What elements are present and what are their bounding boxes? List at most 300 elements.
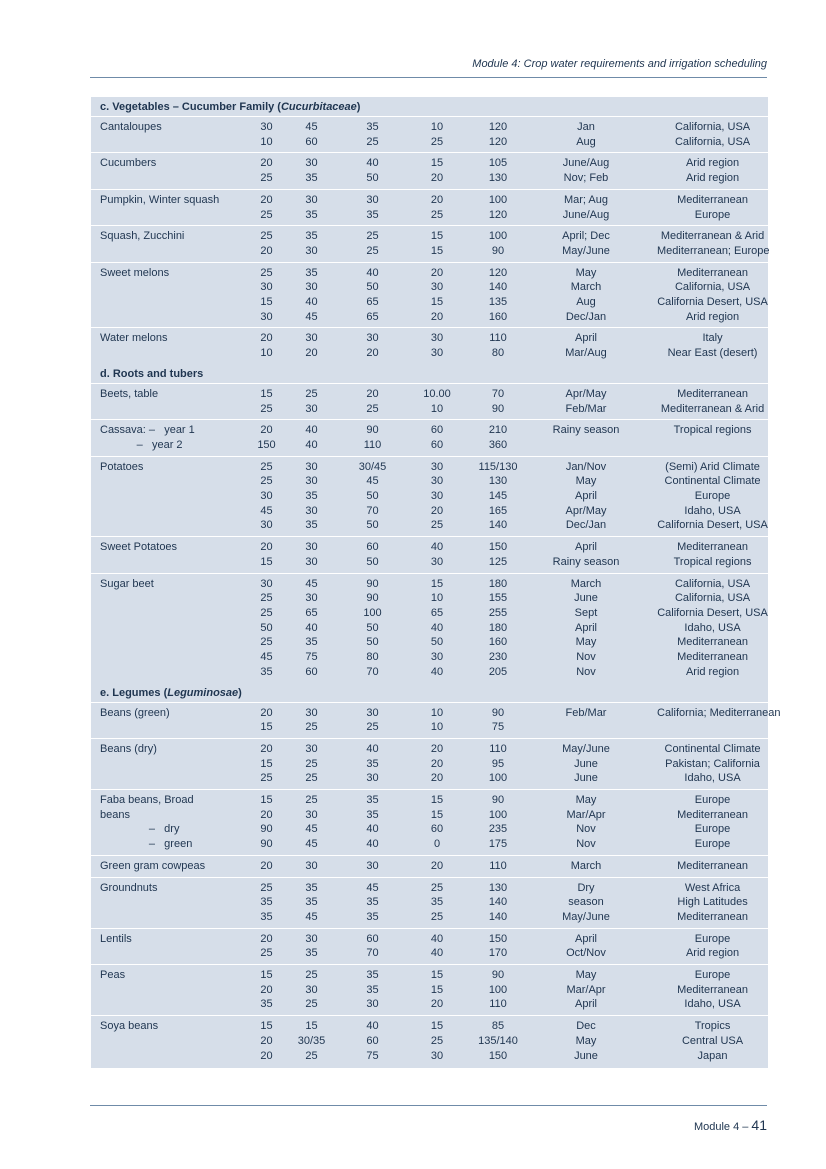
stage-initial-value: 25 xyxy=(260,266,273,279)
stage-initial-value: 10 xyxy=(260,347,273,360)
plant-date-value: June/Aug xyxy=(562,157,610,170)
stage-mid-value: 40 xyxy=(366,838,379,851)
stage-initial-value: 50 xyxy=(260,621,273,634)
stage-initial-value: 20 xyxy=(260,332,273,345)
region-value: Mediterranean xyxy=(677,808,748,821)
stage-mid-value: 70 xyxy=(366,665,379,678)
stage-late-value: 25 xyxy=(430,910,444,923)
total-days-value: 230 xyxy=(488,651,508,664)
stage-late-value: 50 xyxy=(430,636,444,649)
stage-late xyxy=(401,383,473,419)
plant-date-value: Mar/Apr xyxy=(566,808,606,821)
crop-name-line: Beets, table xyxy=(100,387,159,400)
plant-date-value: April xyxy=(574,998,597,1011)
total-days-value: 180 xyxy=(488,577,508,590)
header-divider xyxy=(90,77,767,78)
region xyxy=(649,328,768,364)
plant-date-value: April xyxy=(574,332,597,345)
stage-initial xyxy=(234,877,279,928)
stage-initial-value: 35 xyxy=(260,998,273,1011)
stage-late-value: 30 xyxy=(430,475,444,488)
crop-stage-table-panel xyxy=(91,97,781,1068)
stage-late-value: 10 xyxy=(430,592,444,605)
total-days-value: 90 xyxy=(491,706,505,719)
plant-date-value xyxy=(523,438,649,453)
stage-initial-value: 20 xyxy=(260,244,273,257)
crop-name-line: – dry xyxy=(100,823,180,836)
plant-date-value: Nov; Feb xyxy=(563,172,609,185)
total-days-value: 120 xyxy=(488,208,508,221)
table-row xyxy=(91,537,768,573)
crop-group xyxy=(91,877,768,928)
total-days-value: 90 xyxy=(491,794,505,807)
total-days-value: 100 xyxy=(488,772,508,785)
crop-name xyxy=(91,189,234,225)
plant-date-value: April xyxy=(574,932,597,945)
stage-mid xyxy=(344,262,401,328)
plant-date-value: Dec/Jan xyxy=(565,310,607,323)
plant-date-value: June xyxy=(574,592,598,605)
total-days-value: 115/130 xyxy=(478,460,518,473)
stage-development-value: 30 xyxy=(305,742,318,755)
plant-date xyxy=(523,573,649,682)
table-row xyxy=(91,855,768,877)
stage-initial xyxy=(234,573,279,682)
region xyxy=(649,965,768,1016)
total-days-value: 120 xyxy=(488,121,508,133)
crop-name xyxy=(91,965,234,1016)
plant-date-value: May xyxy=(575,1034,597,1047)
plant-date xyxy=(523,855,649,877)
region-value: Mediterranean xyxy=(677,983,748,996)
section-title xyxy=(91,97,768,117)
plant-date-value: June xyxy=(574,772,598,785)
crop-name xyxy=(91,537,234,573)
stage-initial-value: 20 xyxy=(260,983,273,996)
stage-mid-value: 110 xyxy=(363,438,382,451)
page-footer xyxy=(694,1117,767,1133)
stage-initial-value: 20 xyxy=(260,932,273,945)
total-days-value: 110 xyxy=(489,742,507,755)
total-days xyxy=(473,456,523,537)
crop-name xyxy=(91,928,234,964)
region-value: Europe xyxy=(694,838,731,851)
stage-development-value: 35 xyxy=(305,266,318,279)
plant-date-value: Apr/May xyxy=(565,504,607,517)
stage-initial-value: 35 xyxy=(260,665,273,678)
stage-mid-value: 40 xyxy=(366,1020,379,1033)
region-value: California Desert, USA xyxy=(657,606,768,619)
stage-late-value: 25 xyxy=(430,881,444,894)
crop-name xyxy=(91,328,234,364)
stage-mid xyxy=(344,117,401,153)
stage-development xyxy=(279,965,344,1016)
region-value: (Semi) Arid Climate xyxy=(665,460,760,473)
total-days-value: 125 xyxy=(488,555,508,568)
crop-name-line: Soya beans xyxy=(100,1020,159,1033)
stage-development-value: 35 xyxy=(305,896,318,909)
stage-initial xyxy=(234,537,279,573)
page-number: 41 xyxy=(751,1117,767,1133)
region-value: Arid region xyxy=(685,172,740,185)
table-row xyxy=(91,928,768,964)
total-days-value: 160 xyxy=(488,310,508,323)
section-title-text: c. Vegetables – Cucumber Family ( xyxy=(100,101,281,113)
stage-initial-value: 25 xyxy=(260,772,273,785)
crop-group xyxy=(91,573,768,682)
stage-development-value: 60 xyxy=(305,135,318,148)
plant-date-value: Rainy season xyxy=(552,555,620,568)
plant-date-value: March xyxy=(570,859,602,872)
stage-development-value: 35 xyxy=(305,230,318,243)
region-value: Mediterranean xyxy=(677,193,748,206)
stage-late-value: 15 xyxy=(430,157,444,170)
region-value: Pakistan; California xyxy=(665,757,760,770)
stage-initial-value: 20 xyxy=(260,541,273,554)
table-row xyxy=(91,965,768,1016)
stage-late xyxy=(401,928,473,964)
region-value: Mediterranean xyxy=(677,910,748,923)
total-days-value: 110 xyxy=(489,859,507,872)
stage-mid-value: 40 xyxy=(366,157,379,170)
stage-initial-value: 20 xyxy=(260,706,273,719)
crop-name-line: – year 2 xyxy=(100,438,183,451)
stage-initial-value: 15 xyxy=(260,555,273,568)
total-days xyxy=(473,537,523,573)
stage-late-value: 10 xyxy=(430,121,444,133)
total-days xyxy=(473,328,523,364)
crop-name xyxy=(91,573,234,682)
plant-date-value: June xyxy=(574,1049,598,1062)
crop-name-line: Beans (dry) xyxy=(100,742,157,755)
stage-mid-value: 40 xyxy=(366,742,379,755)
region-value: Central USA xyxy=(681,1034,744,1047)
region-value: Europe xyxy=(694,490,731,503)
stage-initial-value: 20 xyxy=(260,742,273,755)
stage-development xyxy=(279,573,344,682)
stage-initial xyxy=(234,928,279,964)
crop-name xyxy=(91,420,234,456)
stage-development-value: 30/35 xyxy=(297,1034,326,1047)
stage-mid-value: 45 xyxy=(366,881,379,894)
stage-development-value: 30 xyxy=(305,460,318,473)
stage-development-value: 65 xyxy=(305,606,318,619)
stage-mid xyxy=(344,456,401,537)
total-days-value: 80 xyxy=(491,347,505,360)
stage-late xyxy=(401,877,473,928)
plant-date-value: May xyxy=(575,794,597,807)
stage-late xyxy=(401,153,473,189)
stage-initial-value: 90 xyxy=(260,823,273,836)
crop-group xyxy=(91,328,768,364)
plant-date xyxy=(523,1016,649,1067)
region xyxy=(649,537,768,573)
stage-development-value: 35 xyxy=(305,208,318,221)
crop-name xyxy=(91,456,234,537)
crop-name-line: Water melons xyxy=(100,332,168,345)
stage-development-value: 25 xyxy=(305,1049,318,1062)
total-days-value: 120 xyxy=(488,266,508,279)
stage-initial-value: 15 xyxy=(260,296,273,309)
total-days-value: 85 xyxy=(491,1020,505,1033)
stage-late-value: 30 xyxy=(430,460,444,473)
total-days xyxy=(473,420,523,456)
stage-mid-value: 50 xyxy=(366,281,379,294)
stage-late-value: 25 xyxy=(430,519,444,532)
stage-late-value: 15 xyxy=(430,577,444,590)
stage-late-value: 35 xyxy=(430,896,444,909)
stage-development-value: 25 xyxy=(305,998,318,1011)
total-days xyxy=(473,153,523,189)
crop-name-line: Peas xyxy=(100,969,126,982)
stage-development-value: 45 xyxy=(305,310,318,323)
crop-name-line: Pumpkin, Winter squash xyxy=(100,193,220,206)
stage-late xyxy=(401,702,473,738)
region-value: California Desert, USA xyxy=(657,519,768,532)
stage-late-value: 30 xyxy=(430,1049,444,1062)
stage-mid-value: 30 xyxy=(366,193,379,206)
stage-late-value: 10 xyxy=(430,706,444,719)
plant-date-value: Oct/Nov xyxy=(566,947,606,960)
stage-initial xyxy=(234,702,279,738)
total-days-value: 150 xyxy=(488,541,508,554)
stage-mid-value: 65 xyxy=(366,310,379,323)
region-value: California; Mediterranean xyxy=(657,706,781,719)
stage-development xyxy=(279,328,344,364)
region-value: Europe xyxy=(694,932,731,945)
region-value: Tropical regions xyxy=(673,555,752,568)
stage-late-value: 10 xyxy=(430,402,444,415)
crop-name xyxy=(91,226,234,262)
plant-date-value: May xyxy=(575,475,597,488)
region-value: Idaho, USA xyxy=(684,998,741,1011)
total-days xyxy=(473,965,523,1016)
stage-development-value: 20 xyxy=(305,347,318,360)
stage-mid xyxy=(344,153,401,189)
stage-mid xyxy=(344,965,401,1016)
stage-initial-value: 25 xyxy=(260,208,273,221)
total-days-value: 155 xyxy=(488,592,508,605)
stage-late-value: 10.00 xyxy=(423,387,451,400)
stage-initial xyxy=(234,153,279,189)
region-value: California, USA xyxy=(674,577,751,590)
footer-module-label: Module 4 – xyxy=(693,1121,752,1133)
stage-late-value: 30 xyxy=(430,490,444,503)
stage-initial-value: 25 xyxy=(260,230,273,243)
stage-development-value: 35 xyxy=(305,490,318,503)
stage-mid-value: 60 xyxy=(366,541,379,554)
table-row xyxy=(91,1016,768,1067)
total-days-value: 100 xyxy=(488,193,508,206)
crop-name xyxy=(91,153,234,189)
plant-date-value: Aug xyxy=(576,296,596,309)
crop-group xyxy=(91,117,768,153)
total-days-value: 150 xyxy=(488,1049,508,1062)
crop-group xyxy=(91,1016,768,1067)
region xyxy=(649,420,768,456)
stage-mid xyxy=(344,702,401,738)
stage-development-value: 25 xyxy=(305,772,318,785)
region xyxy=(649,117,768,153)
plant-date-value: Feb/Mar xyxy=(565,706,607,719)
stage-initial-value: 30 xyxy=(260,310,273,323)
stage-mid-value: 50 xyxy=(366,621,379,634)
total-days xyxy=(473,702,523,738)
plant-date xyxy=(523,189,649,225)
stage-late xyxy=(401,262,473,328)
stage-initial-value: 25 xyxy=(260,947,273,960)
stage-mid xyxy=(344,328,401,364)
stage-mid-value: 90 xyxy=(366,577,379,590)
stage-mid-value: 80 xyxy=(366,651,379,664)
stage-mid-value: 20 xyxy=(366,347,379,360)
stage-late xyxy=(401,1016,473,1067)
plant-date-value: Dec xyxy=(576,1020,596,1033)
crop-name xyxy=(91,383,234,419)
stage-mid-value: 75 xyxy=(366,1049,379,1062)
plant-date-value: Jan xyxy=(577,121,595,133)
stage-mid-value: 60 xyxy=(366,932,379,945)
stage-development-value: 30 xyxy=(305,332,318,345)
stage-late-value: 15 xyxy=(430,969,444,982)
plant-date xyxy=(523,965,649,1016)
stage-late-value: 15 xyxy=(430,1020,444,1033)
stage-initial xyxy=(234,226,279,262)
stage-late xyxy=(401,117,473,153)
stage-development-value: 40 xyxy=(305,296,318,309)
stage-initial-value: 20 xyxy=(260,193,273,206)
plant-date-value: June xyxy=(574,757,598,770)
region xyxy=(649,383,768,419)
plant-date xyxy=(523,383,649,419)
crop-group xyxy=(91,965,768,1016)
stage-late-value: 25 xyxy=(430,1034,444,1047)
crop-group xyxy=(91,226,768,262)
stage-initial xyxy=(234,855,279,877)
total-days-value: 100 xyxy=(488,230,508,243)
stage-initial-value: 20 xyxy=(260,1049,273,1062)
section-title-text: e. Legumes ( xyxy=(100,686,168,699)
stage-initial-value: 25 xyxy=(260,460,273,473)
plant-date-value: Nov xyxy=(576,665,596,678)
stage-late xyxy=(401,790,473,856)
section-title-latin: Leguminosae xyxy=(167,686,239,699)
region xyxy=(649,790,768,856)
stage-initial xyxy=(234,738,279,789)
crop-name xyxy=(91,117,234,153)
crop-group xyxy=(91,456,768,537)
stage-development xyxy=(279,153,344,189)
stage-late-value: 20 xyxy=(430,772,444,785)
stage-mid-value: 25 xyxy=(366,230,379,243)
stage-late-value: 15 xyxy=(430,794,444,807)
stage-development-value: 30 xyxy=(305,592,318,605)
stage-initial-value: 25 xyxy=(260,606,273,619)
section-title xyxy=(91,683,768,703)
region xyxy=(649,738,768,789)
plant-date-value: Rainy season xyxy=(552,424,620,437)
stage-initial xyxy=(234,1016,279,1067)
total-days xyxy=(473,262,523,328)
plant-date-value: Nov xyxy=(576,651,596,664)
stage-mid-value: 35 xyxy=(366,983,379,996)
stage-mid xyxy=(344,738,401,789)
stage-development xyxy=(279,877,344,928)
stage-initial xyxy=(234,965,279,1016)
stage-late-value: 25 xyxy=(430,208,444,221)
region-value xyxy=(657,720,768,735)
stage-mid-value: 35 xyxy=(366,910,379,923)
total-days xyxy=(473,877,523,928)
table-row xyxy=(91,153,768,189)
table-row xyxy=(91,189,768,225)
region-value: Mediterranean xyxy=(677,541,748,554)
total-days-value: 160 xyxy=(488,636,508,649)
stage-initial-value: 20 xyxy=(260,424,273,437)
stage-mid xyxy=(344,537,401,573)
table-row xyxy=(91,262,768,328)
stage-late-value: 20 xyxy=(430,193,444,206)
stage-mid-value: 40 xyxy=(366,266,379,279)
plant-date-value: Dry xyxy=(577,881,595,894)
plant-date-value: Mar/Apr xyxy=(566,983,606,996)
total-days-value: 135 xyxy=(488,296,508,309)
plant-date xyxy=(523,420,649,456)
stage-mid-value: 35 xyxy=(366,208,379,221)
stage-development-value: 30 xyxy=(305,983,318,996)
plant-date-value: May xyxy=(575,636,597,649)
plant-date-value: Apr/May xyxy=(565,387,607,400)
section-header xyxy=(91,97,768,117)
stage-late-value: 30 xyxy=(430,555,444,568)
table-row xyxy=(91,738,768,789)
region xyxy=(649,153,768,189)
stage-mid-value: 70 xyxy=(366,504,379,517)
total-days-value: 75 xyxy=(491,721,505,734)
stage-mid-value: 65 xyxy=(366,296,379,309)
plant-date xyxy=(523,537,649,573)
stage-mid-value: 50 xyxy=(366,555,379,568)
region-value: California Desert, USA xyxy=(657,296,768,309)
stage-development xyxy=(279,420,344,456)
stage-initial xyxy=(234,189,279,225)
total-days-value: 145 xyxy=(488,490,508,503)
plant-date xyxy=(523,456,649,537)
region-value: Near East (desert) xyxy=(667,347,758,360)
stage-mid xyxy=(344,189,401,225)
stage-development-value: 25 xyxy=(305,757,318,770)
region-value: Japan xyxy=(697,1049,728,1062)
crop-name xyxy=(91,790,234,856)
stage-initial-value: 45 xyxy=(260,504,273,517)
stage-late xyxy=(401,738,473,789)
total-days-value: 170 xyxy=(488,947,508,960)
stage-development xyxy=(279,226,344,262)
crop-name-line: Sweet melons xyxy=(100,266,170,279)
total-days xyxy=(473,928,523,964)
total-days-value: 175 xyxy=(488,838,508,851)
region xyxy=(649,877,768,928)
stage-late-value: 30 xyxy=(430,281,444,294)
total-days xyxy=(473,117,523,153)
stage-mid-value: 30 xyxy=(366,706,379,719)
total-days-value: 235 xyxy=(488,823,508,836)
total-days-value: 120 xyxy=(488,135,508,148)
stage-late-value: 40 xyxy=(430,621,444,634)
stage-development-value: 30 xyxy=(305,402,318,415)
stage-development-value: 30 xyxy=(305,281,318,294)
crop-group xyxy=(91,855,768,877)
